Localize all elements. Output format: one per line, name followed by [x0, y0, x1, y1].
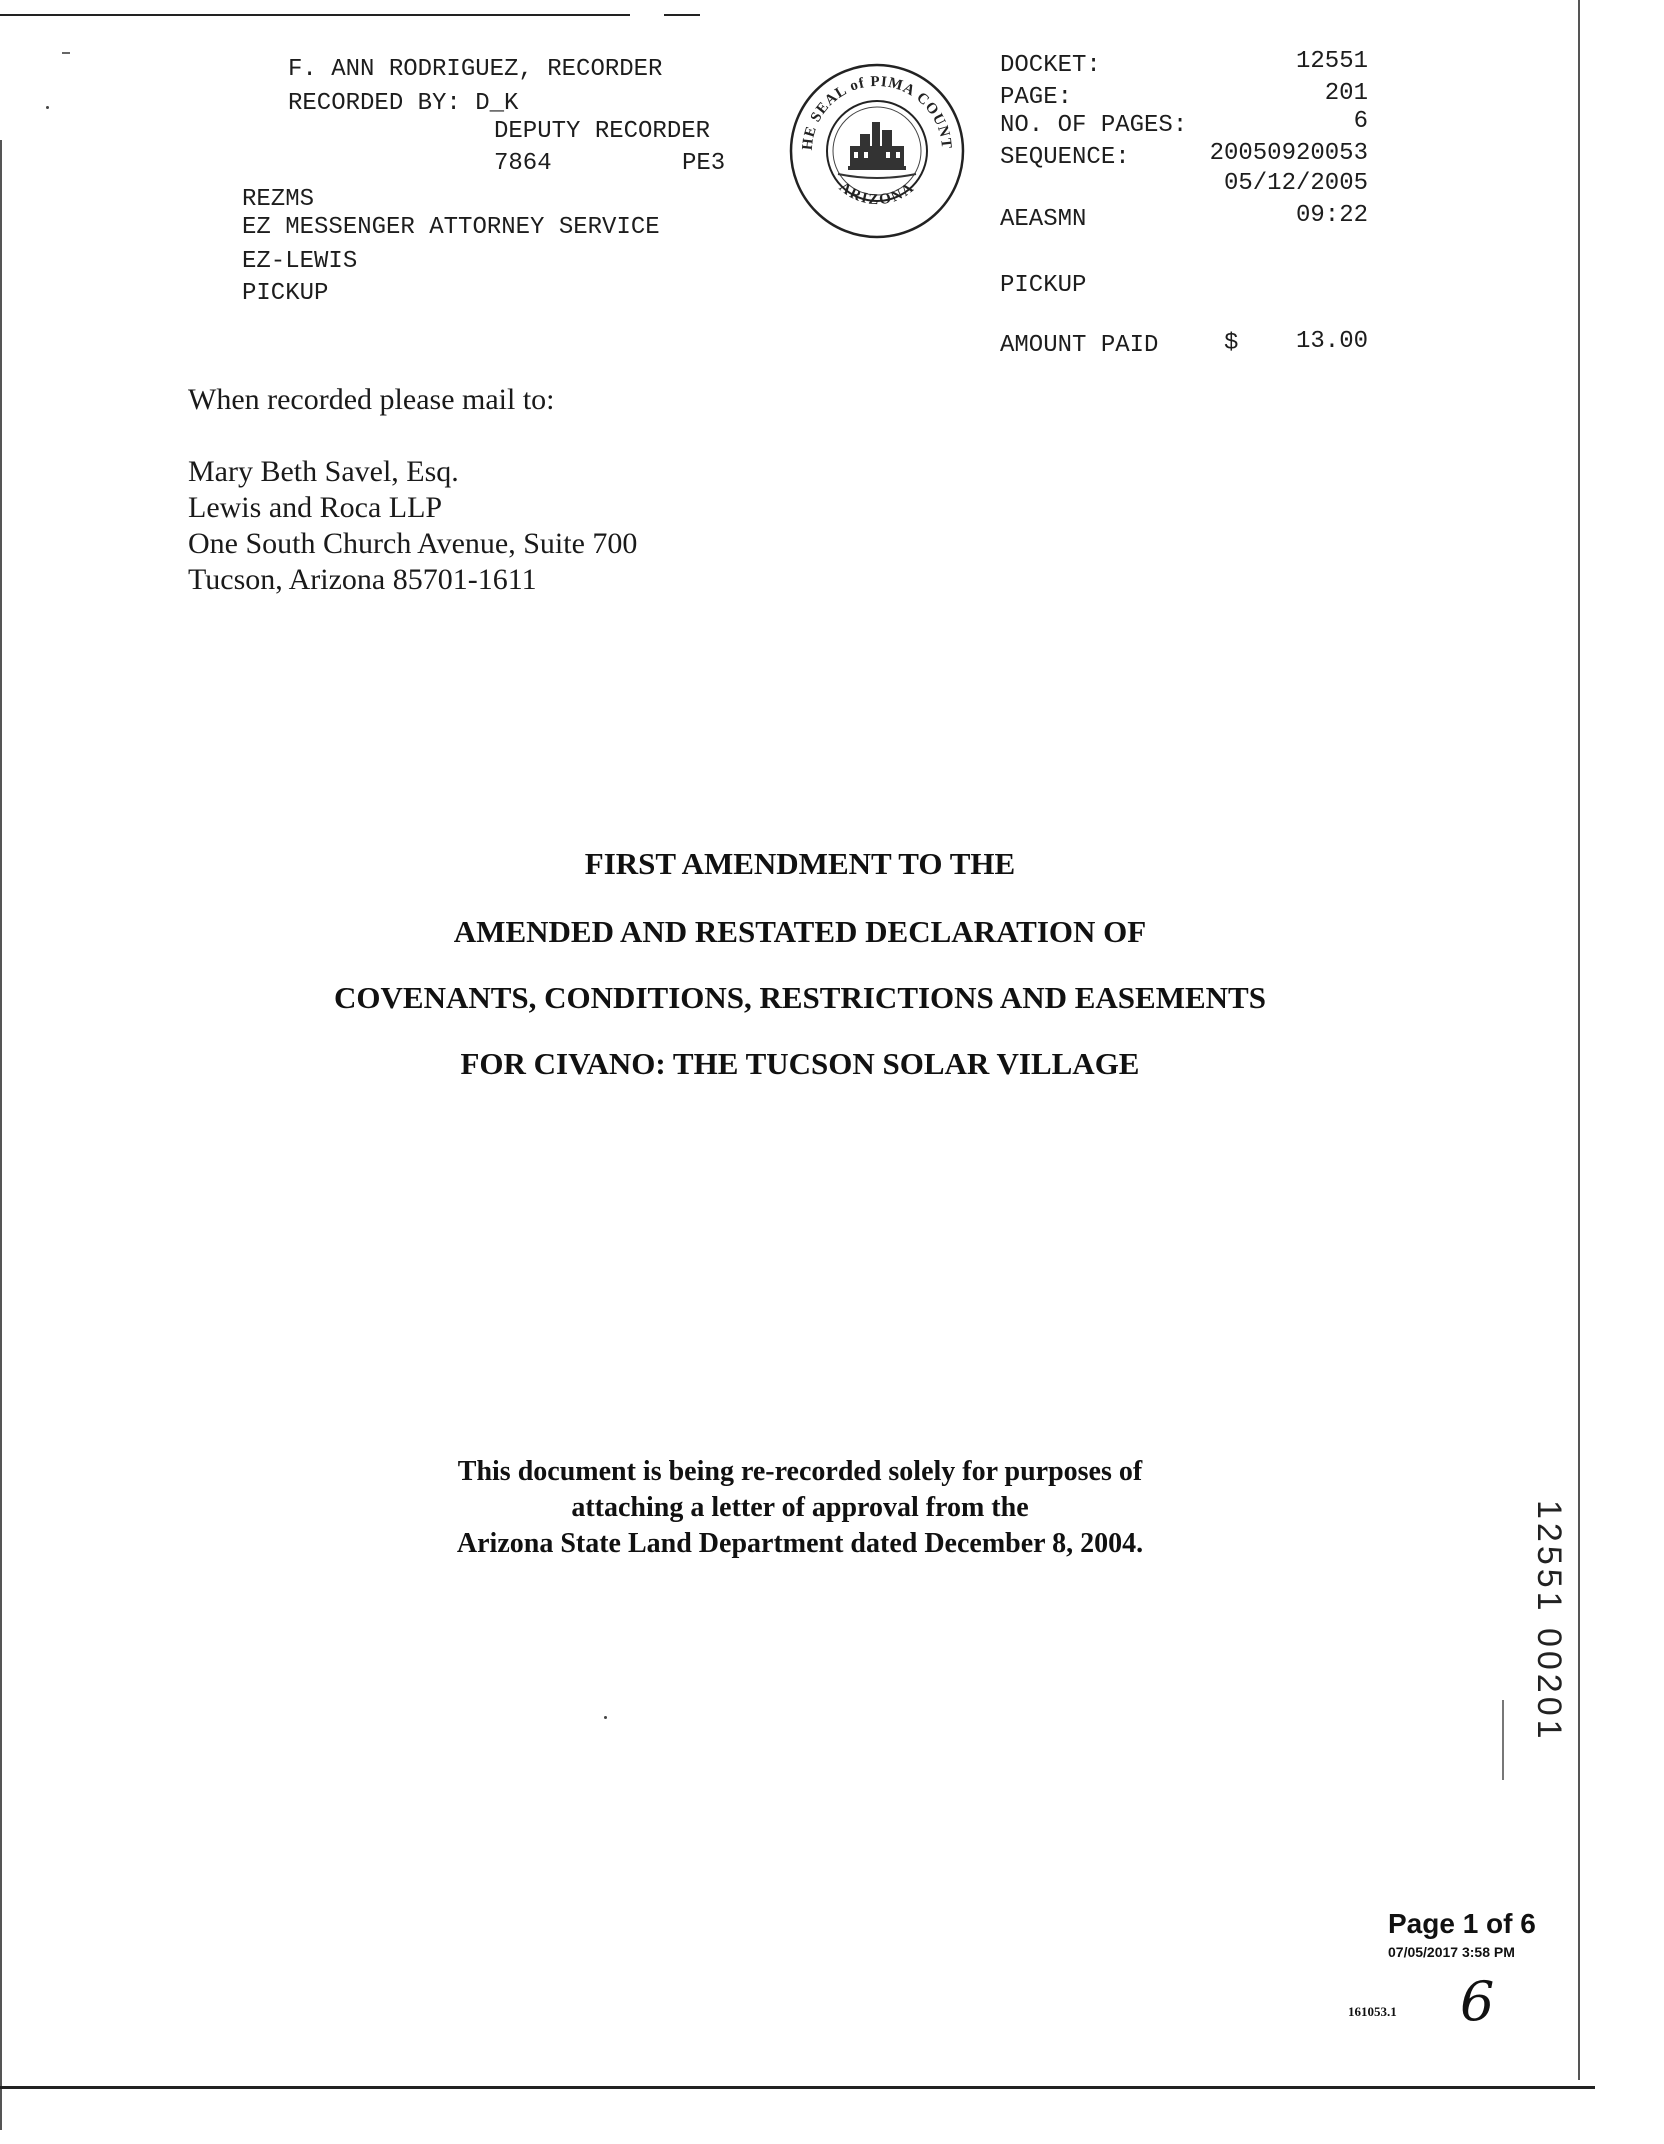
note-line-1: This document is being re-recorded solely for purposes of: [457, 1456, 1143, 1487]
document-id: 161053.1: [1348, 2004, 1397, 2019]
side-stamp: 12551 00201: [1530, 1500, 1568, 1743]
mail-to-firm: Lewis and Roca LLP: [188, 491, 443, 524]
title-line-2: AMENDED AND RESTATED DECLARATION OF: [453, 914, 1147, 949]
seal-graphic: [788, 62, 966, 240]
page-label: PAGE:: [1000, 84, 1073, 111]
note-line-2: attaching a letter of approval from the: [571, 1492, 1029, 1523]
top-border-line: [0, 14, 630, 16]
record-date: 05/12/2005: [1223, 170, 1368, 197]
recorder-code-1: 7864: [494, 150, 552, 177]
print-timestamp: 07/05/2017 3:58 PM: [1388, 1944, 1515, 1960]
left-edge-line: [0, 140, 2, 2130]
messenger-service: EZ MESSENGER ATTORNEY SERVICE: [242, 214, 660, 241]
sequence-label: SEQUENCE:: [1000, 144, 1130, 171]
pages-label: NO. OF PAGES:: [1000, 112, 1188, 139]
rezms-code: REZMS: [242, 186, 315, 213]
county-seal: [788, 62, 966, 240]
top-border-dash: [664, 14, 700, 16]
docket-value: 12551: [1295, 48, 1368, 75]
seal-bottom-text: ARIZONA: [835, 179, 919, 209]
currency-symbol: $: [1224, 330, 1239, 357]
svg-text:THE SEAL of PIMA COUNTY: [788, 62, 954, 151]
title-line-3: COVENANTS, CONDITIONS, RESTRICTIONS AND EASEMENTS: [334, 980, 1266, 1015]
ez-lewis: EZ-LEWIS: [242, 248, 358, 275]
scan-speck: [604, 1716, 607, 1719]
amount-paid-value: 13.00: [1295, 328, 1368, 355]
note-line-3: Arizona State Land Department dated December 8, 2004.: [456, 1528, 1144, 1559]
docket-label: DOCKET:: [1000, 52, 1101, 79]
svg-text:ARIZONA: [836, 179, 918, 208]
mail-to-heading: When recorded please mail to:: [188, 383, 555, 416]
scan-speck: [62, 52, 70, 54]
deputy-recorder: DEPUTY RECORDER: [494, 118, 711, 145]
sequence-value: 20050920053: [1209, 140, 1368, 167]
side-stamp-dash: [1502, 1700, 1504, 1780]
mail-to-city: Tucson, Arizona 85701-1611: [188, 563, 537, 596]
mail-to-name: Mary Beth Savel, Esq.: [188, 455, 459, 488]
mail-to-street: One South Church Avenue, Suite 700: [188, 527, 638, 560]
aeasmn-label: AEASMN: [1000, 206, 1087, 233]
title-line-1: FIRST AMENDMENT TO THE: [584, 846, 1016, 881]
page-value: 201: [1324, 80, 1368, 107]
record-time: 09:22: [1295, 202, 1368, 229]
pickup-right: PICKUP: [1000, 272, 1087, 299]
seal-top-text: HE SEAL of PIMA COUNT: [799, 73, 955, 151]
recorded-by: RECORDED BY: D_K: [288, 90, 519, 117]
right-edge-line: [1578, 0, 1580, 2080]
scan-speck: [46, 106, 49, 109]
amount-paid-label: AMOUNT PAID: [1000, 332, 1159, 359]
page-of-indicator: Page 1 of 6: [1388, 1908, 1536, 1939]
building-icon: [838, 122, 916, 178]
handwritten-mark: 6: [1460, 1970, 1495, 2033]
title-line-4: FOR CIVANO: THE TUCSON SOLAR VILLAGE: [460, 1046, 1140, 1081]
bottom-border-line: [0, 2086, 1595, 2089]
recorder-code-2: PE3: [682, 150, 726, 177]
pickup-left: PICKUP: [242, 280, 329, 307]
pages-value: 6: [1353, 108, 1368, 135]
recorder-name: F. ANN RODRIGUEZ, RECORDER: [288, 56, 663, 83]
